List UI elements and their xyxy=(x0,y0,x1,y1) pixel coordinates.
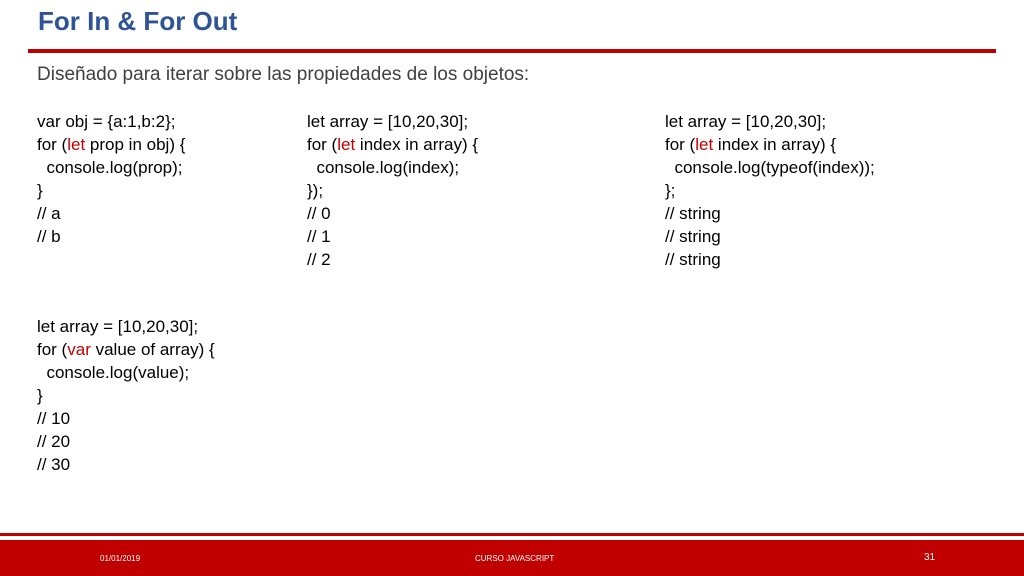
slide-title: For In & For Out xyxy=(38,6,238,36)
code-text: console.log(index); xyxy=(307,158,460,177)
code-text: prop in obj) { xyxy=(85,135,186,154)
code-text: for ( xyxy=(665,135,696,154)
code-line xyxy=(307,133,478,156)
code-line xyxy=(307,179,478,202)
code-text: let array = [10,20,30]; xyxy=(665,112,827,131)
code-text: } xyxy=(37,181,43,200)
code-keyword: let xyxy=(337,135,356,154)
code-line xyxy=(665,225,875,248)
code-text: for ( xyxy=(307,135,338,154)
code-block-for-of-array xyxy=(37,315,215,476)
code-line xyxy=(307,202,478,225)
code-line xyxy=(37,225,185,248)
code-line xyxy=(665,179,875,202)
code-text: console.log(typeof(index)); xyxy=(665,158,875,177)
code-text: // 1 xyxy=(307,227,331,246)
code-line xyxy=(37,407,215,430)
code-text: value of array) { xyxy=(90,340,215,359)
code-text: // b xyxy=(37,227,61,246)
code-text: }); xyxy=(307,181,324,200)
code-text: // string xyxy=(665,250,721,269)
code-block-for-in-array xyxy=(307,110,478,271)
code-line xyxy=(665,248,875,271)
code-text: for ( xyxy=(37,135,68,154)
code-text: console.log(prop); xyxy=(37,158,183,177)
code-keyword: let xyxy=(695,135,714,154)
code-line xyxy=(37,110,185,133)
code-line xyxy=(37,384,215,407)
code-keyword: var xyxy=(67,340,91,359)
code-text: index in array) { xyxy=(713,135,837,154)
code-text: }; xyxy=(665,181,676,200)
code-text: } xyxy=(37,386,43,405)
code-line xyxy=(665,110,875,133)
code-text: // 0 xyxy=(307,204,331,223)
code-line xyxy=(665,133,875,156)
code-line xyxy=(307,225,478,248)
code-line xyxy=(37,430,215,453)
footer-divider xyxy=(0,533,1024,536)
footer-date: 01/01/2019 xyxy=(100,554,141,563)
code-text: console.log(value); xyxy=(37,363,190,382)
code-text: var obj = {a:1,b:2}; xyxy=(37,112,176,131)
code-line xyxy=(307,156,478,179)
code-line xyxy=(37,156,185,179)
code-text: // string xyxy=(665,227,721,246)
code-line xyxy=(307,248,478,271)
footer-course: CURSO JAVASCRIPT xyxy=(475,554,555,563)
code-text: // string xyxy=(665,204,721,223)
code-line xyxy=(37,453,215,476)
code-line xyxy=(37,133,185,156)
code-line xyxy=(37,361,215,384)
code-line xyxy=(37,202,185,225)
code-text: // 20 xyxy=(37,432,71,451)
code-block-for-in-typeof xyxy=(665,110,875,271)
code-line xyxy=(37,179,185,202)
code-keyword: let xyxy=(67,135,86,154)
code-text: // 30 xyxy=(37,455,71,474)
code-text: // a xyxy=(37,204,61,223)
code-text: // 2 xyxy=(307,250,331,269)
code-text: let array = [10,20,30]; xyxy=(307,112,469,131)
code-line xyxy=(37,338,215,361)
code-text: let array = [10,20,30]; xyxy=(37,317,199,336)
code-line xyxy=(307,110,478,133)
footer-bar xyxy=(0,540,1024,576)
code-line xyxy=(665,156,875,179)
code-text: for ( xyxy=(37,340,68,359)
code-text: // 10 xyxy=(37,409,71,428)
slide-subtitle: Diseñado para iterar sobre las propiedades de los objetos: xyxy=(37,64,530,85)
title-divider xyxy=(28,49,996,53)
code-line xyxy=(37,315,215,338)
code-block-for-in-object xyxy=(37,110,185,248)
page-number: 31 xyxy=(924,552,936,563)
code-text: index in array) { xyxy=(355,135,479,154)
code-line xyxy=(665,202,875,225)
